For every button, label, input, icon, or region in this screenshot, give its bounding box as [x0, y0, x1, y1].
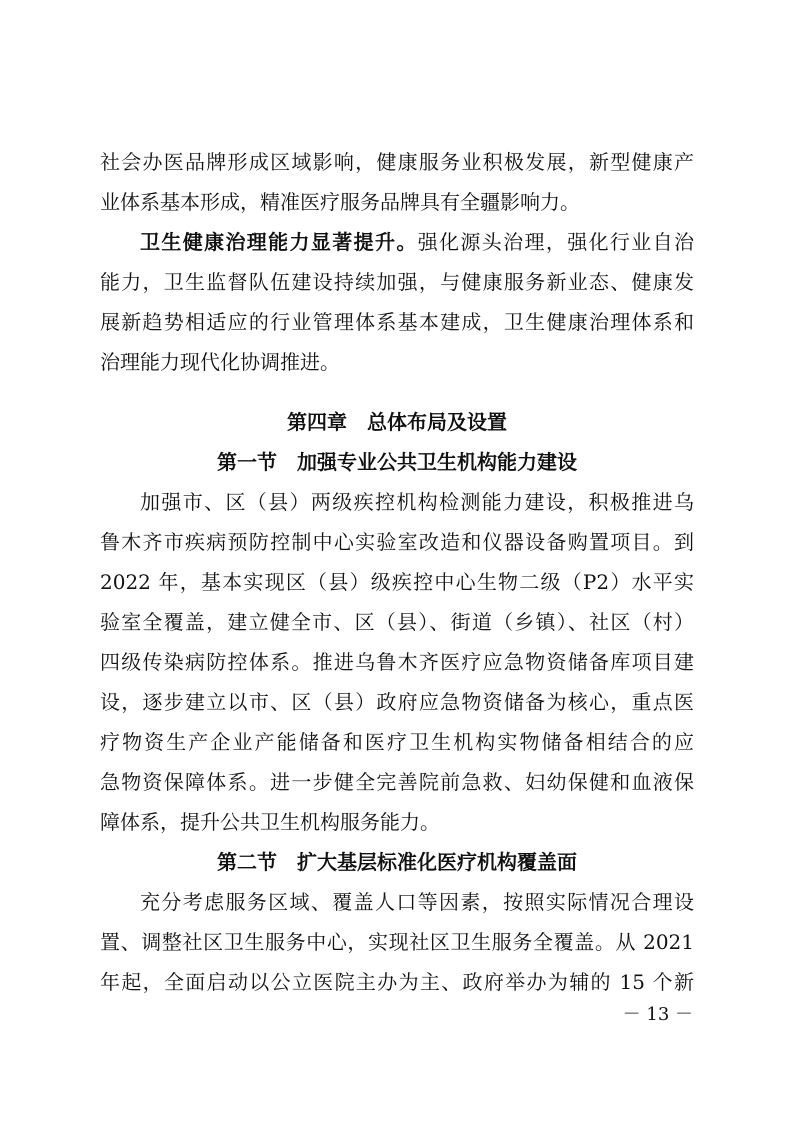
text-line: [100, 222, 694, 262]
section-heading-1: 第一节 加强专业公共卫生机构能力建设: [217, 450, 577, 474]
text-line: 四级传染病防控体系。推进乌鲁木齐医疗应急物资储备库项目建: [100, 650, 694, 674]
text-line: 障体系，提升公共卫生机构服务能力。: [100, 810, 440, 834]
section-heading-2: 第二节 扩大基层标准化医疗机构覆盖面: [217, 850, 577, 874]
text-line: 社会办医品牌形成区域影响，健康服务业积极发展，新型健康产: [100, 150, 694, 174]
text-line: 治理能力现代化协调推进。: [100, 350, 340, 374]
text-line: 鲁木齐市疾病预防控制中心实验室改造和仪器设备购置项目。到: [100, 530, 694, 554]
text-line: 能力，卫生监督队伍建设持续加强，与健康服务新业态、健康发: [100, 270, 694, 294]
text-line: 年起，全面启动以公立医院主办为主、政府举办为辅的 15 个新: [100, 970, 694, 994]
text-line: 2022 年，基本实现区（县）级疾控中心生物二级（P2）水平实: [100, 570, 694, 594]
text-line: 业体系基本形成，精准医疗服务品牌具有全疆影响力。: [100, 190, 580, 214]
page-number: － 13 －: [622, 1004, 693, 1025]
text-line: 验室全覆盖，建立健全市、区（县）、街道（乡镇）、社区（村）: [100, 610, 694, 634]
text-line-rest: 强化源头治理，强化行业自治: [417, 230, 694, 254]
paragraph-3: [100, 482, 694, 842]
text-line: 疗物资生产企业产能储备和医疗卫生机构实物储备相结合的应: [100, 730, 694, 754]
text-line: 展新趋势相适应的行业管理体系基本建成，卫生健康治理体系和: [100, 310, 694, 334]
paragraph-4: [100, 882, 694, 1002]
text-line: 急物资保障体系。进一步健全完善院前急救、妇幼保健和血液保: [100, 770, 694, 794]
text-line: 加强市、区（县）两级疾控机构检测能力建设，积极推进乌: [140, 490, 694, 514]
text-line: 充分考虑服务区域、覆盖人口等因素，按照实际情况合理设: [140, 890, 694, 914]
chapter-heading: 第四章 总体布局及设置: [287, 410, 507, 434]
text-line: 置、调整社区卫生服务中心，实现社区卫生服务全覆盖。从 2021: [100, 930, 694, 954]
paragraph-2: [100, 222, 694, 382]
paragraph-1: [100, 142, 694, 222]
bold-lead-text: 卫生健康治理能力显著提升。: [140, 230, 418, 254]
text-line: 设，逐步建立以市、区（县）政府应急物资储备为核心，重点医: [100, 690, 694, 714]
